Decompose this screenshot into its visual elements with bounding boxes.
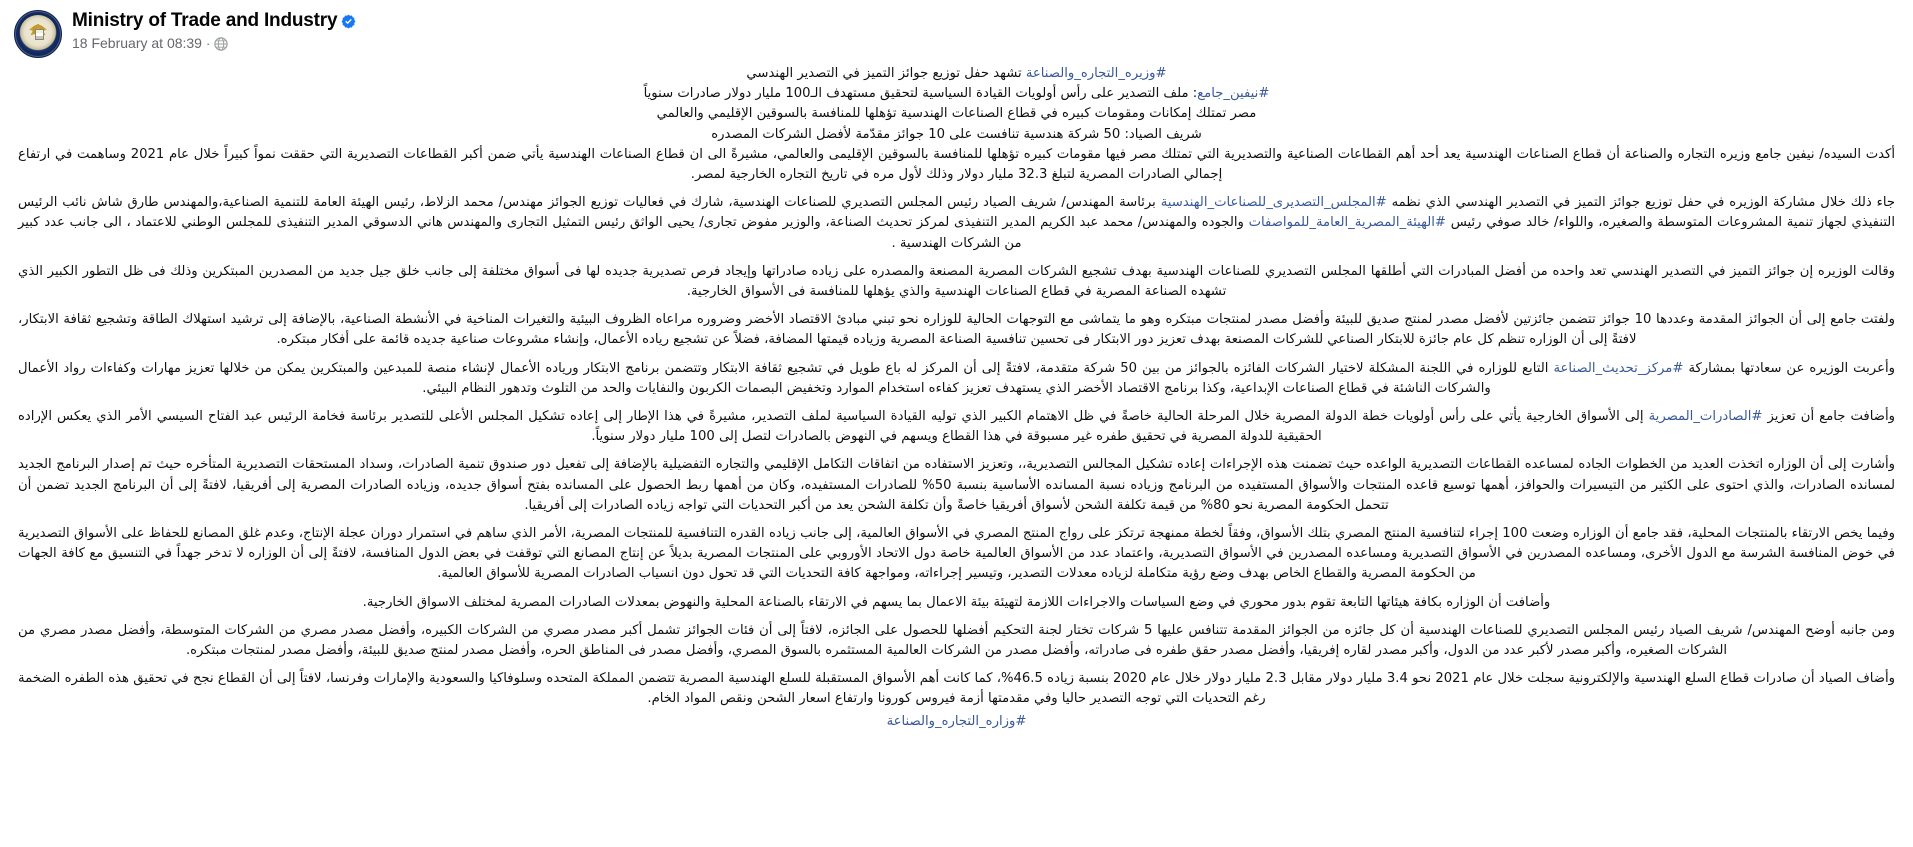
globe-icon[interactable] bbox=[214, 37, 228, 51]
avatar[interactable] bbox=[14, 10, 62, 58]
paragraph-11: وأضاف الصياد أن صادرات قطاع السلع الهندسية والإلكترونية سجلت خلال عام 2021 نحو 3.4 مليار دولار مقابل 2.3 مليار دولار خلال عام 2020 بنسبة زياده 46.5%، كما كانت أهم الأسواق المستقبلة للسلع الهندسية المصرية تتضمن المملكة المتحده وسلوفاكيا والسعودية والإمارات وفرنسا، لافتاً إلى أن القطاع نجح في تحقيق هذه الطفره الضخمة رغم التحديات التي توجه التصدير حاليا وفي مقدمتها أزمة فيروس كورونا وارتفاع اسعار الشحن ونقص المواد الخام. bbox=[18, 671, 1895, 707]
paragraph-9: وأضافت أن الوزاره بكافة هيئاتها التابعة تقوم بدور محوري في وضع السياسات والاجراءات اللازمة لتهيئة بيئة الاعمال بما يسهم في الارتقاء بالصناعة المحلية والنهوض بمعدلات الصادرات المصرية لمختلف الاسواق الخارجية. bbox=[362, 594, 1551, 610]
paragraph-7: وأشارت إلى أن الوزاره اتخذت العديد من الخطوات الجاده لمساعده القطاعات التصديرية الواعده حيث تضمنت هذه الإجراءات إعاده تشكيل المجالس التصديرية،، وتعزيز الاستفاده من اتفاقات التكامل الإقليمي والتجاره التفضيلية بالإضافة إلى تفعيل دور صندوق تنمية الصادرات، وسداد المستحقات التصديرية المتأخره حيث تم إصدار البرنامج الجديد لمسانده الصادرات، والذي احتوى على الكثير من التيسيرات والحوافز، أهمها توسيع قاعده المنتجات والأسواق المستفيده من البرنامج وزياده نسبة المسانده الأساسية بنسبة 50% للصادرات المستفيده، وكان من أهمها ربط الحصول على المسانده بفتح أسواق جديده، وزياده الصادرات المصرية إلى أفريقيا، لافتةً إلى أن البرنامج الجديد تضمن أن تتحمل الحكومة المصرية نحو 80% من قيمة تكلفة الشحن لأسواق أفريقيا خاصةً وأن تكلفة الشحن يعد من أكبر التحديات التي تواجه زياده الصادرات إلى أفريقيا. bbox=[18, 457, 1895, 513]
hashtag-link-industrial-modernisation-centre[interactable]: #مركز_تحديث_الصناعة bbox=[1553, 360, 1684, 376]
page-name[interactable]: Ministry of Trade and Industry bbox=[72, 10, 338, 31]
hashtag-link-nevine-gamea[interactable]: #نيفين_جامع bbox=[1197, 86, 1270, 102]
post-header bbox=[0, 0, 1913, 62]
headline-2-rest: : ملف التصدير على رأس أولويات القيادة السياسية لتحقيق مستهدف الـ100 مليار دولار صادرات سنوياً bbox=[643, 86, 1198, 102]
post-meta-row bbox=[72, 35, 356, 51]
hashtag-link-egyptian-organization-standards[interactable]: #الهيئة_المصرية_العامة_للمواصفات bbox=[1248, 215, 1446, 231]
paragraph-5-part-b: التابع للوزاره في اللجنة المشكلة لاختيار الشركات الفائزه بالجوائز من بين 50 شركة متقدمة، لافتةً إلى أن المركز له باع طويل في تشجيع ثقافة الابتكار وتتضمن برنامج الابتكار ورياده الأعمال لإنشاء منصة للمبدعين والمبتكرين يمكن من خلالها تعزيز مهارات وكفاءات رواد الأعمال والشركات الناشئة في قطاع الصناعات الإبداعية، وكذا برنامج الاقتصاد الأخضر الذي يستهدف تعزيز كفاءه استخدام الموارد وتخفيض البصمات الكربون والنفايات والحد من التلوث وتدهور النظام البيئي. bbox=[18, 360, 1554, 396]
paragraph-6-part-a: وأضافت جامع أن تعزيز bbox=[1762, 409, 1895, 425]
signature-hashtag[interactable]: #وزاره_التجاره_والصناعة bbox=[886, 713, 1027, 729]
paragraph-6 bbox=[18, 407, 1895, 447]
hashtag-link-minister[interactable]: #وزيره_التجاره_والصناعة bbox=[1025, 66, 1167, 81]
verified-badge-icon bbox=[341, 14, 356, 29]
headline-1 bbox=[18, 64, 1895, 84]
paragraph-10: ومن جانبه أوضح المهندس/ شريف الصياد رئيس المجلس التصديري للصناعات الهندسية أن كل جائزه من الجوائز المقدمة تتنافس عليها 5 شركات تختار لجنة التحكيم أفضلها للحصول على الجائزه، لافتاً إلى أن فئات الجوائز تشمل أكبر مصدر مصري من الشركات الكبيره، وأفضل مصدر مصري من الشركات المتوسطة، وأفضل مصدر مصري من الشركات الصغيره، وأكبر مصدر لأكبر عدد من الدول، وأكبر مصدر لقاره إفريقيا، وأفضل مصدر حقق طفره فى صادراته، وأفضل مصدر من الشركات العالمية المستثمره بالسوق المصري، وأفضل مصدر فى المناطق الحره، وأفضل مصدر لمنتج صديق للبيئة، وأفضل مصدر لمنتجات مبتكره. bbox=[18, 622, 1895, 659]
headline-3: مصر تمتلك إمكانات ومقومات كبيره في قطاع الصناعات الهندسية تؤهلها للمنافسة بالسوقين الإقليمي والعالمي bbox=[656, 106, 1257, 122]
post-header-text bbox=[72, 10, 356, 51]
paragraph-4: ولفتت جامع إلى أن الجوائز المقدمة وعددها 10 جوائز تتضمن جائزتين لأفضل مصدر لمنتج صديق للبيئة وأفضل مصدر لمنتجات مبتكره وهو ما يتماشى مع التوجهات الحالية للوزاره نحو تبني مبادئ الاقتصاد الأخضر وضروره مراعاه الظروف البيئية والتغيرات المناخية في الأنشطة الصناعية، بالإضافة إلى ترشيد استهلاك الطاقة وتشجيع ثقافة الابتكار، لافتةً إلى أن الوزاره تنظم كل عام جائزة للابتكار الصناعي للشركات المصنعة بهدف تعزيز دور الابتكار فى تحسين تنافسية الصناعة المصرية وزياده قيمتها المضافة، فضلاً عن تشجيع رياده الأعمال، وإنشاء مشروعات صناعية جديده قائمة على أفكار مبتكره. bbox=[18, 312, 1896, 348]
hashtag-link-engineering-export-council[interactable]: #المجلس_التصديرى_للصناعات_الهندسية bbox=[1160, 195, 1387, 211]
post-timestamp[interactable]: 18 February at 08:39 bbox=[72, 35, 202, 51]
paragraph-2-part-c: والجوده والمهندس/ محمد عبد الكريم المدير التنفيذى لمركز تحديث الصناعة، والوزير مفوض تجارى/ يحيى الواثق رئيس التمثيل التجارى والمهندس هاني الدسوقي المدير التنفيذى للمجلس الوطني للاعتماد ، الى جانب عدد كبير من الشركات الهندسية . bbox=[18, 215, 1249, 251]
page-name-row bbox=[72, 11, 356, 30]
post-body bbox=[0, 62, 1913, 732]
paragraph-2-part-b: برئاسة المهندس/ شريف الصياد رئيس المجلس التصديري للصناعات الهندسية، شارك في فعاليات توزيع الجوائز مهندس/ محمد الزلاط، رئيس الهيئة العامة للتنمية الصناعية،والمهندس طارق شاش نائب الرئيس التنفيذي لجهاز تنمية المشروعات المتوسطة والصغيره، واللواء/ خالد صوفي رئيس bbox=[18, 195, 1895, 231]
headline-4: شريف الصياد: 50 شركة هندسية تنافست على 10 جوائز مقدّمة لأفضل الشركات المصدره bbox=[711, 126, 1202, 142]
paragraph-6-part-b: إلى الأسواق الخارجية يأتي على رأس أولويات خطة الدولة المصرية خلال المرحلة الحالية خاصةً في ظل الاهتمام الكبير الذي توليه القيادة السياسية لملف التصدير، مشيرةً في هذا الإطار إلى إعاده تشكيل المجلس الأعلى للتصدير برئاسة فخامة الرئيس عبد الفتاح السيسي الأمر الذي يعكس الإراده الحقيقية للدولة المصرية في تحقيق طفره غير مسبوقة في هذا القطاع ويسهم في النهوض بالصادرات لتصل إلى 100 مليار دولار سنوياً. bbox=[18, 409, 1649, 445]
paragraph-2 bbox=[18, 193, 1895, 254]
paragraph-2-part-a: جاء ذلك خلال مشاركة الوزيره في حفل توزيع جوائز التميز في التصدير الهندسي الذي نظمه bbox=[1386, 195, 1895, 211]
paragraph-1: أكدت السيده/ نيفين جامع وزيره التجاره والصناعة أن قطاع الصناعات الهندسية يعد أحد أهم القطاعات الصناعية والتصديرية التي تمتلك مصر فيها مقومات كبيره تؤهلها للمنافسة بالسوقين الإقليمى والعالمي، مشيرةً الى ان قطاع الصناعات الهندسية يأتي ضمن أكبر القطاعات التصديرية التي حققت نمواً كبيراً خلال عام 2021 وساهمت في ارتفاع إجمالي الصادرات المصرية لتبلغ 32.3 مليار دولار وذلك لأول مره في تاريخ التجاره الخارجية لمصر. bbox=[18, 146, 1895, 183]
paragraph-8: وفيما يخص الارتقاء بالمنتجات المحلية، فقد جامع أن الوزاره وضعت 100 إجراء لتنافسية المنتج المصري بتلك الأسواق، وفقاً لخطة ممنهجة ترتكز على رواج المنتج المصري في الأسواق العالمية، إلى جانب زياده القدره التنافسية للمنتجات المصرية، الأمر الذي ساهم في استمرار دوران عجلة الإنتاج، وعدم غلق المصانع للحفاظ على الأسواق التصديرية في خوض المنافسة الشرسة مع الدول الأخرى، ومساعده المصدرين في الأسواق التصديرية ومساعده المصدرين في الأسواق التصديرية، واعتماد عدد من الأسواق العالمية خاصة دول الاتحاد الأوروبي على المنتجات المصرية بديلاً عن إنتاج المصانع التي توقفت في بعض الدول المنافسة، لافتةً إلى أن الوزاره لا تدخر جهداً في التنسيق مع كافة الجهات من الحكومة المصرية والقطاع الخاص بهدف وضع رؤية متكاملة لزياده معدلات التصدير، وتيسير إجراءاته، ومواجهة كافة التحديات التي قد تحول دون انسياب الصادرات المصرية للأسواق العالمية. bbox=[18, 526, 1895, 582]
headline-1-rest: تشهد حفل توزيع جوائز التميز في التصدير الهندسي bbox=[746, 66, 1026, 81]
paragraph-5 bbox=[18, 359, 1895, 399]
paragraph-5-part-a: وأعربت الوزيره عن سعادتها بمشاركة bbox=[1683, 360, 1895, 376]
egypt-flag-shield-icon bbox=[35, 29, 44, 40]
meta-separator: · bbox=[205, 35, 211, 51]
paragraph-3: وقالت الوزيره إن جوائز التميز في التصدير الهندسي تعد واحده من أفضل المبادرات التي أطلقها المجلس التصديري للصناعات الهندسية بهدف تشجيع الشركات المصرية المصنعة والمصدره على زياده صادراتها وإيجاد فرص تصديرية جديده لها فى أسواق مختلفة إلى جانب خلق جيل جديد من المصدرين المبتكرين وذلك فى ظل التطور الكبير الذي تشهده الصناعة المصرية في قطاع الصناعات الهندسية والذي يؤهلها للمنافسة فى الأسواق الخارجية. bbox=[18, 263, 1895, 300]
hashtag-link-egyptian-exports[interactable]: #الصادرات_المصرية bbox=[1648, 409, 1763, 425]
headline-2 bbox=[18, 84, 1895, 104]
